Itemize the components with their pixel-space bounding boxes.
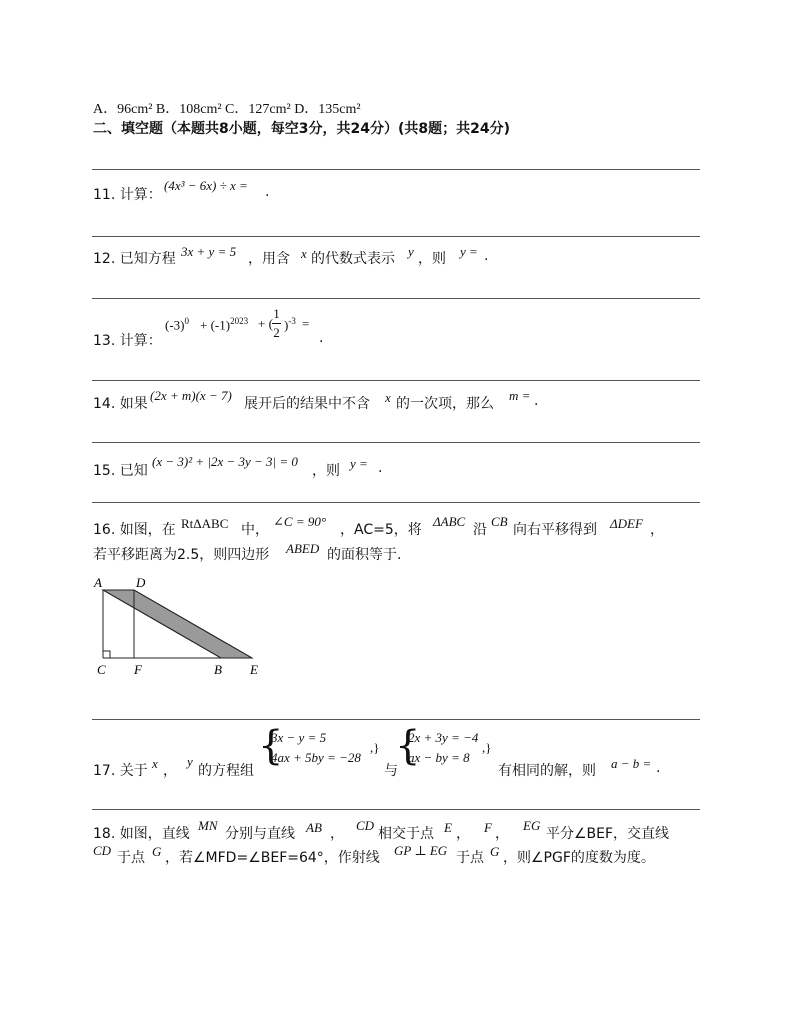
q18-mn: MN [198, 818, 218, 833]
q13-fraction-numerator: 1 [273, 306, 280, 321]
q16-text-1: 中， [241, 522, 269, 538]
label-c: C [97, 662, 106, 677]
q17-answer: a − b = [611, 756, 652, 771]
divider [92, 236, 700, 237]
q13-term-3-close: )$^{-3}$ [284, 316, 296, 333]
q18-text-1: 分别与直线 [225, 826, 295, 842]
q18-text-8: ，若∠MFD=∠BEF=64°，作射线 [165, 850, 380, 866]
q14-label: 14. 如果 [93, 396, 148, 412]
q13-label: 13. 计算： [93, 333, 162, 349]
q17-var-y: y [187, 754, 193, 769]
q17-text-2: 与 [384, 763, 398, 779]
q16-rt-triangle: RtΔABC [181, 516, 229, 531]
q18-text-3: 相交于点 [378, 826, 434, 842]
q15-tail: . [378, 460, 383, 476]
q12-text-3: ，则 [418, 251, 446, 267]
q15-label: 15. 已知 [93, 463, 148, 479]
q16-figure [90, 574, 270, 680]
q14-expression: (2x + m)(x − 7) [150, 388, 232, 403]
divider [92, 442, 700, 443]
q12-answer: y = [460, 244, 478, 259]
q17-comma: ， [163, 763, 177, 779]
label-f: F [134, 662, 142, 677]
q18-text-5: ， [495, 826, 509, 842]
q16-label: 16. 如图，在 [93, 522, 176, 538]
q11-label: 11. 计算： [93, 187, 162, 203]
q12-tail: . [484, 248, 489, 264]
q12-var-y: y [408, 244, 414, 259]
divider [92, 380, 700, 381]
q13-term-2: + $(-1)^{2023}$ [200, 316, 249, 333]
divider [92, 298, 700, 299]
label-d: D [136, 575, 146, 590]
q12-text-2: 的代数式表示 [311, 251, 395, 267]
segment-ab [103, 590, 221, 658]
q16-cb: CB [491, 514, 508, 529]
q18-text-4: ， [456, 826, 470, 842]
q12-text-1: ，用含 [248, 251, 290, 267]
q14-answer: m = [509, 388, 531, 403]
q15-text-1: ，则 [312, 463, 340, 479]
q17-var-x: x [152, 756, 158, 771]
q16-triangle-abc: ΔABC [433, 514, 466, 529]
q16-abed: ABED [286, 541, 320, 556]
q12-label: 12. 已知方程 [93, 251, 176, 267]
q16-text-2: ，AC=5，将 [340, 522, 422, 538]
q18-text-7: 于点 [117, 850, 145, 866]
q18-cd-2: CD [93, 843, 112, 858]
q17-text-3: 有相同的解，则 [498, 763, 596, 779]
q17-system-2-close: ,} [482, 740, 492, 755]
q17-system-1-close: ,} [370, 740, 380, 755]
q17-system-1-eq-1: 3x − y = 5 [271, 730, 327, 745]
label-a: A [94, 575, 102, 590]
label-e: E [250, 662, 258, 677]
section-title: 二、填空题（本题共8小题，每空3分，共24分）(共8题；共24分) [93, 121, 510, 137]
divider [92, 809, 700, 810]
q18-point-f: F [484, 820, 492, 835]
q13-term-1: $(-3)^0$ [165, 316, 189, 333]
q14-tail: . [534, 393, 539, 409]
q13-equals: = [302, 316, 310, 331]
q18-point-e: E [444, 820, 452, 835]
q15-answer: y = [350, 456, 368, 471]
q18-eg: EG [523, 818, 541, 833]
q18-text-2: ， [330, 826, 344, 842]
q14-text-1: 展开后的结果中不含 [244, 396, 370, 412]
q14-var-x: x [385, 390, 391, 405]
q16-angle: ∠C = 90° [273, 514, 327, 529]
q13-tail: . [319, 330, 324, 346]
q12-var-x: x [301, 246, 307, 261]
q18-perpendicular: GP ⊥ EG [394, 843, 448, 858]
q17-system-1-brace: { [258, 723, 284, 769]
shaded-quadrilateral-abed [103, 590, 252, 658]
q16-line-2b: 的面积等于. [327, 547, 402, 563]
q18-cd: CD [356, 818, 375, 833]
q13-fraction [272, 306, 281, 341]
q18-label: 18. 如图，直线 [93, 826, 190, 842]
q17-system-2-eq-1: 2x + 3y = −4 [408, 730, 479, 745]
q17-label: 17. 关于 [93, 763, 148, 779]
q16-text-4: 向右平移得到 [513, 522, 597, 538]
q18-point-g: G [152, 844, 162, 859]
q11-expression: (4x³ − 6x) ÷ x = [164, 178, 248, 193]
q16-line-2a: 若平移距离为2.5，则四边形 [93, 547, 270, 563]
q18-ab: AB [306, 820, 322, 835]
q11-tail: . [265, 184, 270, 200]
q15-expression: (x − 3)² + |2x − 3y − 3| = 0 [152, 454, 298, 469]
label-b: B [214, 662, 222, 677]
q16-triangle-def: ΔDEF [610, 516, 643, 531]
q17-text-1: 的方程组 [198, 763, 254, 779]
q12-equation: 3x + y = 5 [181, 244, 237, 259]
q18-text-9: 于点 [456, 850, 484, 866]
q14-text-2: 的一次项，那么 [396, 396, 494, 412]
q17-tail: . [656, 760, 661, 776]
divider [92, 719, 700, 720]
right-angle-mark [103, 651, 110, 658]
choices-line: A．96cm² B．108cm² C．127cm² D．135cm² [93, 102, 361, 117]
divider [92, 169, 700, 170]
q18-text-6: 平分∠BEF，交直线 [546, 826, 670, 842]
segment-de [134, 590, 252, 658]
q18-text-10: ，则∠PGF的度数为度。 [503, 850, 655, 866]
q17-system-2-brace: { [395, 723, 421, 769]
q13-fraction-denominator: 2 [273, 325, 280, 340]
q13-term-3-open: + ( [258, 316, 273, 331]
q16-text-3: 沿 [473, 522, 487, 538]
divider [92, 502, 700, 503]
q17-system-1-eq-2: 4ax + 5by = −28 [271, 750, 361, 765]
q17-system-2-eq-2: ax − by = 8 [408, 750, 470, 765]
q18-point-g-2: G [490, 844, 500, 859]
q16-text-5: ， [650, 522, 664, 538]
